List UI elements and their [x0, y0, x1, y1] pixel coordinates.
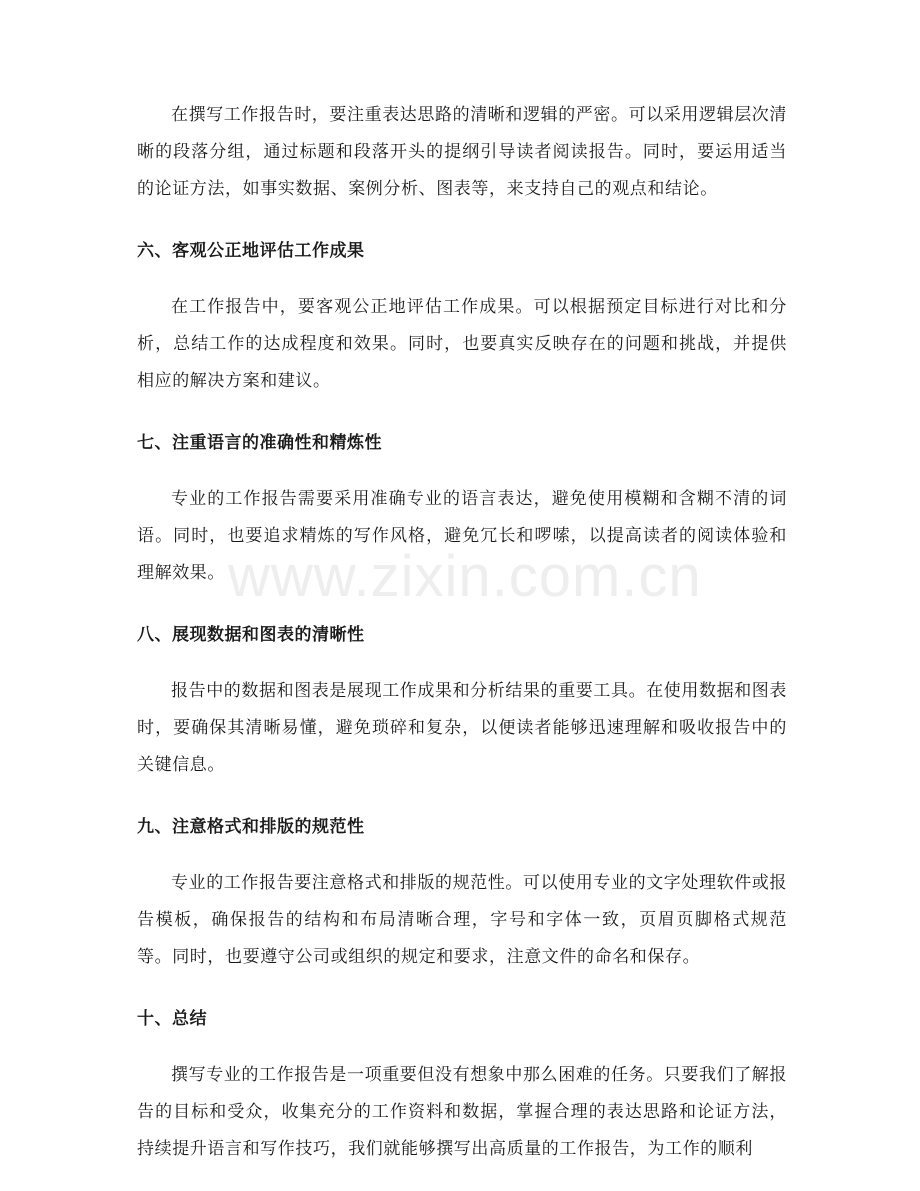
section-heading-9: 九、注意格式和排版的规范性: [137, 817, 365, 837]
section-heading-8: 八、展现数据和图表的清晰性: [137, 625, 365, 645]
section-body-7: 专业的工作报告需要采用准确专业的语言表达，避免使用模糊和含糊不清的词语。同时，也要追求精炼的写作风格，避免冗长和啰嗦，以提高读者的阅读体验和理解效果。: [137, 489, 787, 583]
section-body-9: 专业的工作报告要注意格式和排版的规范性。可以使用专业的文字处理软件或报告模板，确保报告的结构和布局清晰合理，字号和字体一致，页眉页脚格式规范等。同时，也要遵守公司或组织的规定和要求，注意文件的命名和保存。: [137, 873, 787, 967]
section-body-8: 报告中的数据和图表是展现工作成果和分析结果的重要工具。在使用数据和图表时，要确保其清晰易懂，避免琐碎和复杂，以便读者能够迅速理解和吸收报告中的关键信息。: [137, 681, 787, 775]
intro-paragraph: 在撰写工作报告时，要注重表达思路的清晰和逻辑的严密。可以采用逻辑层次清晰的段落分组，通过标题和段落开头的提纲引导读者阅读报告。同时，要运用适当的论证方法，如事实数据、案例分析、图表等，来支持自己的观点和结论。: [137, 105, 787, 199]
section-heading-7: 七、注重语言的准确性和精炼性: [137, 433, 382, 453]
watermark: www.zixin.com.cn: [228, 544, 702, 609]
section-heading-10: 十、总结: [137, 1009, 207, 1029]
section-body-10: 撰写专业的工作报告是一项重要但没有想象中那么困难的任务。只要我们了解报告的目标和受众，收集充分的工作资料和数据，掌握合理的表达思路和论证方法，持续提升语言和写作技巧，我们就能够撰写出高质量的工作报告，为工作的顺利: [137, 1065, 787, 1159]
document-content: [137, 97, 787, 1168]
section-heading-6: 六、客观公正地评估工作成果: [137, 241, 365, 261]
section-body-6: 在工作报告中，要客观公正地评估工作成果。可以根据预定目标进行对比和分析，总结工作的达成程度和效果。同时，也要真实反映存在的问题和挑战，并提供相应的解决方案和建议。: [137, 297, 787, 391]
